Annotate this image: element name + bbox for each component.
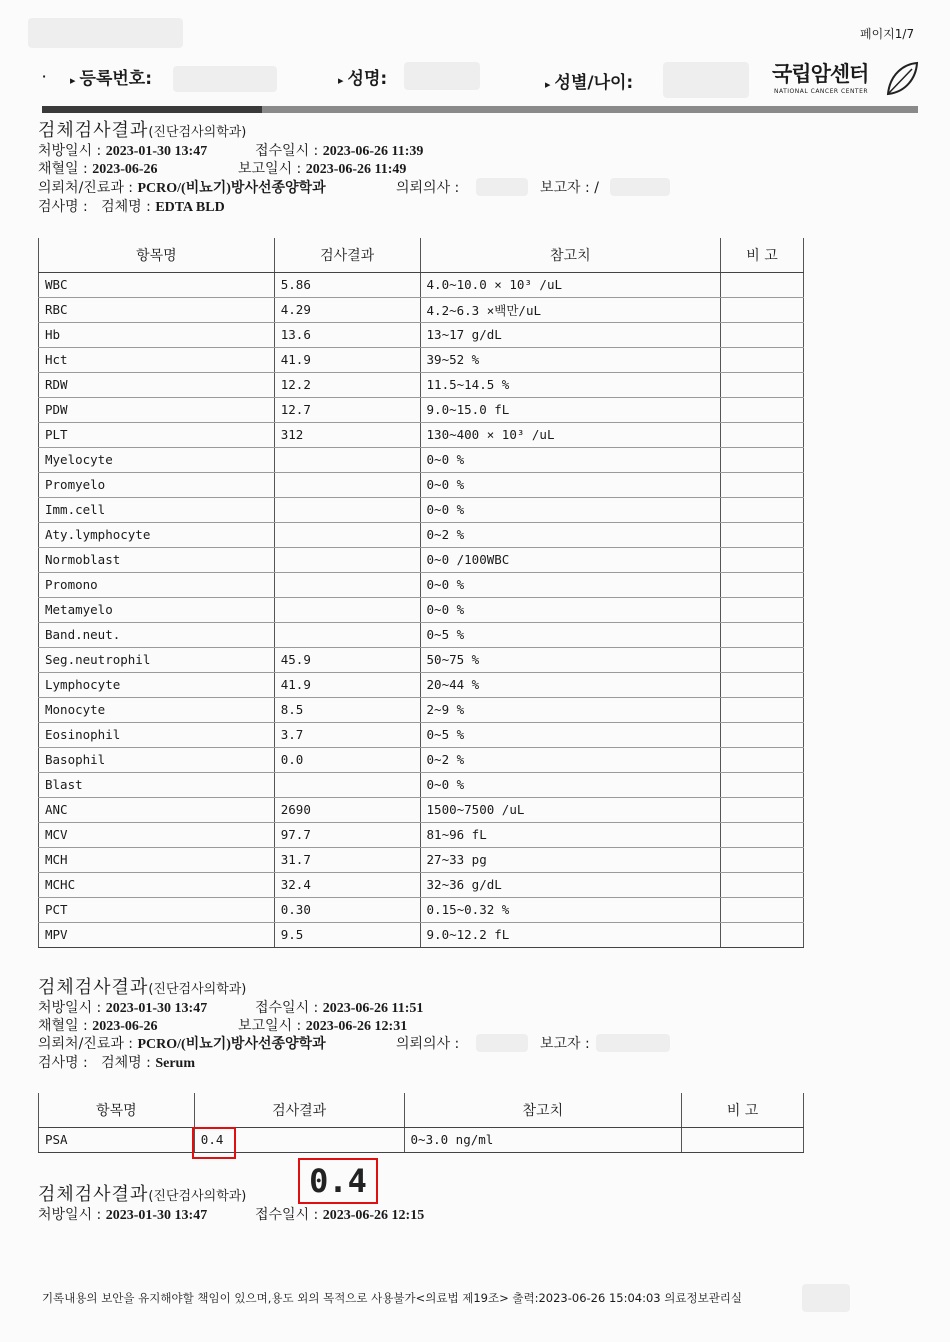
remark xyxy=(721,822,804,847)
reporter-label-1: 보고자 : / xyxy=(540,180,599,196)
logo-text: 국립암센터 xyxy=(772,62,869,86)
item-name: RBC xyxy=(39,297,275,322)
doctor-label-1: 의뢰의사 : xyxy=(396,180,460,196)
result-value xyxy=(274,547,420,572)
psa-value-highlight xyxy=(192,1127,236,1159)
result-value xyxy=(274,497,420,522)
table-row xyxy=(39,447,804,472)
table-row xyxy=(39,672,804,697)
result-value xyxy=(274,597,420,622)
column-header-reference: 참고치 xyxy=(404,1093,682,1127)
remark xyxy=(721,422,804,447)
column-header-remark: 비 고 xyxy=(721,238,804,272)
reference-range: 4.2~6.3 ×백만/uL xyxy=(420,297,721,322)
order-date-2: 처방일시 : 2023-01-30 13:47 xyxy=(38,1000,208,1016)
remark xyxy=(721,897,804,922)
table-row xyxy=(39,847,804,872)
result-value: 12.2 xyxy=(274,372,420,397)
remark xyxy=(721,797,804,822)
department-2: 의뢰처/진료과 : PCRO/(비뇨기)방사선종양학과 xyxy=(38,1036,326,1052)
item-name: MPV xyxy=(39,922,275,947)
item-name: Eosinophil xyxy=(39,722,275,747)
header-divider-light xyxy=(262,106,918,113)
item-name: Promyelo xyxy=(39,472,275,497)
table-row xyxy=(39,347,804,372)
remark xyxy=(682,1127,804,1152)
collection-date-1: 채혈일 : 2023-06-26 xyxy=(38,161,158,177)
reference-range: 81~96 fL xyxy=(420,822,721,847)
table-row xyxy=(39,372,804,397)
report-date-2: 보고일시 : 2023-06-26 12:31 xyxy=(238,1018,408,1034)
section-title-3: 검체검사결과(진단검사의학과) xyxy=(38,1184,247,1205)
reference-range: 50~75 % xyxy=(420,647,721,672)
receipt-date-2: 접수일시 : 2023-06-26 11:51 xyxy=(255,1000,424,1016)
item-name: PCT xyxy=(39,897,275,922)
result-value: 4.29 xyxy=(274,297,420,322)
reference-range: 20~44 % xyxy=(420,672,721,697)
reference-range: 0~0 % xyxy=(420,572,721,597)
report-date-1: 보고일시 : 2023-06-26 11:49 xyxy=(238,161,407,177)
item-name: Blast xyxy=(39,772,275,797)
result-value: 0.30 xyxy=(274,897,420,922)
result-value: 312 xyxy=(274,422,420,447)
redacted-reporter-2 xyxy=(596,1034,670,1052)
remark xyxy=(721,547,804,572)
logo-subtitle: NATIONAL CANCER CENTER xyxy=(774,88,869,95)
table-row xyxy=(39,797,804,822)
column-header-result: 검사결과 xyxy=(274,238,420,272)
result-value xyxy=(274,772,420,797)
registration-number-label: ▸ 등록번호: xyxy=(70,69,153,89)
reference-range: 1500~7500 /uL xyxy=(420,797,721,822)
result-value xyxy=(274,522,420,547)
reference-range: 9.0~12.2 fL xyxy=(420,922,721,947)
table-row xyxy=(39,897,804,922)
reference-range: 9.0~15.0 fL xyxy=(420,397,721,422)
reference-range: 130~400 × 10³ /uL xyxy=(420,422,721,447)
redacted-reporter-1 xyxy=(610,178,670,196)
reference-range: 0~5 % xyxy=(420,722,721,747)
result-value: 0.0 xyxy=(274,747,420,772)
item-name: Seg.neutrophil xyxy=(39,647,275,672)
reference-range: 0~2 % xyxy=(420,747,721,772)
result-value: 32.4 xyxy=(274,872,420,897)
result-value xyxy=(274,572,420,597)
item-name: Monocyte xyxy=(39,697,275,722)
result-value: 41.9 xyxy=(274,347,420,372)
remark xyxy=(721,847,804,872)
sex-age-label: ▸ 성별/나이: xyxy=(545,73,634,93)
result-value: 45.9 xyxy=(274,647,420,672)
redacted-name xyxy=(404,62,480,90)
table-row xyxy=(39,472,804,497)
test-name-2: 검사명 : 검체명 : Serum xyxy=(38,1055,195,1071)
doctor-label-2: 의뢰의사 : xyxy=(396,1036,460,1052)
page-number: 페이지1/7 xyxy=(860,27,915,41)
reference-range: 0.15~0.32 % xyxy=(420,897,721,922)
redacted-hospital-mark xyxy=(28,18,183,48)
table-row xyxy=(39,1127,804,1152)
item-name: Metamyelo xyxy=(39,597,275,622)
reference-range: 13~17 g/dL xyxy=(420,322,721,347)
remark xyxy=(721,772,804,797)
table-row xyxy=(39,572,804,597)
table-row xyxy=(39,647,804,672)
remark xyxy=(721,872,804,897)
item-name: Hct xyxy=(39,347,275,372)
header-divider-dark xyxy=(42,106,262,113)
reference-range: 0~2 % xyxy=(420,522,721,547)
remark xyxy=(721,572,804,597)
department-1: 의뢰처/진료과 : PCRO/(비뇨기)방사선종양학과 xyxy=(38,180,326,196)
result-value: 31.7 xyxy=(274,847,420,872)
table-row xyxy=(39,297,804,322)
table-row xyxy=(39,497,804,522)
remark xyxy=(721,297,804,322)
remark xyxy=(721,647,804,672)
reference-range: 0~0 % xyxy=(420,447,721,472)
collection-date-2: 채혈일 : 2023-06-26 xyxy=(38,1018,158,1034)
national-cancer-center-logo xyxy=(772,58,922,102)
test-name-1: 검사명 : 검체명 : EDTA BLD xyxy=(38,199,225,215)
result-value: 2690 xyxy=(274,797,420,822)
order-date-1: 처방일시 : 2023-01-30 13:47 xyxy=(38,143,208,159)
item-name: MCV xyxy=(39,822,275,847)
item-name: Basophil xyxy=(39,747,275,772)
reference-range: 0~0 % xyxy=(420,597,721,622)
reference-range: 0~0 % xyxy=(420,497,721,522)
table-row xyxy=(39,772,804,797)
result-value: 97.7 xyxy=(274,822,420,847)
item-name: MCHC xyxy=(39,872,275,897)
redacted-registration-number xyxy=(173,66,277,92)
item-name: Normoblast xyxy=(39,547,275,572)
remark xyxy=(721,622,804,647)
column-header-reference: 참고치 xyxy=(420,238,721,272)
psa-value-zoom: 0.4 xyxy=(298,1158,378,1204)
arrow-icon: ▸ xyxy=(545,78,551,91)
redacted-sex-age xyxy=(663,62,749,98)
result-value: 5.86 xyxy=(274,272,420,297)
reference-range: 0~0 /100WBC xyxy=(420,547,721,572)
result-value xyxy=(274,472,420,497)
result-value: 12.7 xyxy=(274,397,420,422)
table-row xyxy=(39,422,804,447)
item-name: PSA xyxy=(39,1127,195,1152)
item-name: PLT xyxy=(39,422,275,447)
reference-range: 0~0 % xyxy=(420,472,721,497)
item-name: WBC xyxy=(39,272,275,297)
item-name: PDW xyxy=(39,397,275,422)
table-row xyxy=(39,722,804,747)
item-name: Hb xyxy=(39,322,275,347)
remark xyxy=(721,397,804,422)
result-value xyxy=(274,447,420,472)
column-header-item: 항목명 xyxy=(39,238,275,272)
remark xyxy=(721,672,804,697)
remark xyxy=(721,472,804,497)
section-title-2: 검체검사결과(진단검사의학과) xyxy=(38,977,247,998)
reference-range: 11.5~14.5 % xyxy=(420,372,721,397)
reference-range: 4.0~10.0 × 10³ /uL xyxy=(420,272,721,297)
name-label: ▸ 성명: xyxy=(338,69,388,89)
reference-range: 39~52 % xyxy=(420,347,721,372)
table-row xyxy=(39,522,804,547)
table-row xyxy=(39,697,804,722)
table-row xyxy=(39,872,804,897)
column-header-result: 검사결과 xyxy=(194,1093,404,1127)
item-name: Myelocyte xyxy=(39,447,275,472)
remark xyxy=(721,447,804,472)
result-value: 3.7 xyxy=(274,722,420,747)
remark xyxy=(721,597,804,622)
reference-range: 0~5 % xyxy=(420,622,721,647)
remark xyxy=(721,697,804,722)
remark xyxy=(721,372,804,397)
table-row xyxy=(39,747,804,772)
table-row xyxy=(39,597,804,622)
item-name: Band.neut. xyxy=(39,622,275,647)
footer-notice: 기록내용의 보안을 유지해야할 책임이 있으며,용도 외의 목적으로 사용불가<의료법 제19조> 출력:2023-06-26 15:04:03 의료정보관리실 xyxy=(42,1291,743,1305)
psa-result-table xyxy=(38,1093,804,1153)
item-name: Imm.cell xyxy=(39,497,275,522)
remark xyxy=(721,347,804,372)
table-row xyxy=(39,397,804,422)
remark xyxy=(721,272,804,297)
reporter-label-2: 보고자 : xyxy=(540,1036,590,1052)
redacted-doctor-2 xyxy=(476,1034,528,1052)
table-row xyxy=(39,322,804,347)
remark xyxy=(721,497,804,522)
result-value: 9.5 xyxy=(274,922,420,947)
reference-range: 0~0 % xyxy=(420,772,721,797)
result-value: 13.6 xyxy=(274,322,420,347)
redacted-doctor-1 xyxy=(476,178,528,196)
reference-range: 2~9 % xyxy=(420,697,721,722)
result-value: 0.4 xyxy=(194,1127,404,1152)
item-name: Promono xyxy=(39,572,275,597)
item-name: MCH xyxy=(39,847,275,872)
arrow-icon: ▸ xyxy=(338,74,344,87)
receipt-date-1: 접수일시 : 2023-06-26 11:39 xyxy=(255,143,424,159)
arrow-icon: ▸ xyxy=(70,74,76,87)
header-bullet: · xyxy=(42,70,47,83)
leaf-icon xyxy=(884,60,920,100)
result-value xyxy=(274,622,420,647)
table-row xyxy=(39,622,804,647)
section-title-1: 검체검사결과(진단검사의학과) xyxy=(38,120,247,141)
item-name: RDW xyxy=(39,372,275,397)
table-row xyxy=(39,547,804,572)
item-name: Lymphocyte xyxy=(39,672,275,697)
column-header-remark: 비 고 xyxy=(682,1093,804,1127)
reference-range: 27~33 pg xyxy=(420,847,721,872)
order-date-3: 처방일시 : 2023-01-30 13:47 xyxy=(38,1207,208,1223)
receipt-date-3: 접수일시 : 2023-06-26 12:15 xyxy=(255,1207,425,1223)
remark xyxy=(721,722,804,747)
item-name: Aty.lymphocyte xyxy=(39,522,275,547)
result-value: 41.9 xyxy=(274,672,420,697)
item-name: ANC xyxy=(39,797,275,822)
remark xyxy=(721,322,804,347)
column-header-item: 항목명 xyxy=(39,1093,195,1127)
cbc-result-table xyxy=(38,238,804,948)
reference-range: 32~36 g/dL xyxy=(420,872,721,897)
remark xyxy=(721,747,804,772)
table-row xyxy=(39,922,804,947)
table-row xyxy=(39,822,804,847)
redacted-footer-name xyxy=(802,1284,850,1312)
reference-range: 0~3.0 ng/ml xyxy=(404,1127,682,1152)
table-row xyxy=(39,272,804,297)
remark xyxy=(721,922,804,947)
remark xyxy=(721,522,804,547)
result-value: 8.5 xyxy=(274,697,420,722)
